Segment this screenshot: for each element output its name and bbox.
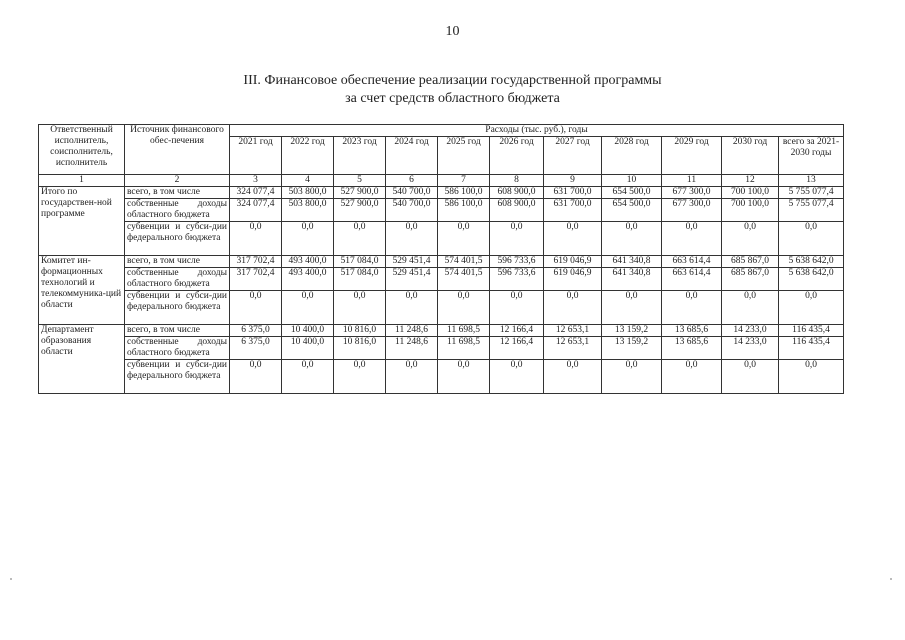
document-title xyxy=(0,72,905,108)
source-cell: собственные доходы областного бюджета xyxy=(125,268,230,291)
source-cell: всего, в том числе xyxy=(125,256,230,268)
value-cell: 5 755 077,4 xyxy=(779,187,844,199)
value-cell: 0,0 xyxy=(282,360,334,394)
value-cell: 685 867,0 xyxy=(722,256,779,268)
table-row xyxy=(39,325,844,337)
value-cell: 0,0 xyxy=(334,360,386,394)
table-row xyxy=(39,291,844,325)
value-cell: 527 900,0 xyxy=(334,187,386,199)
value-cell: 116 435,4 xyxy=(779,325,844,337)
value-cell: 654 500,0 xyxy=(602,199,662,222)
value-cell: 596 733,6 xyxy=(490,256,544,268)
executor-cell: Департамент образования области xyxy=(39,325,125,394)
value-cell: 0,0 xyxy=(779,291,844,325)
source-cell: субвенции и субси-дии федерального бюджета xyxy=(125,222,230,256)
value-cell: 0,0 xyxy=(544,291,602,325)
column-index-7: 7 xyxy=(438,175,490,187)
value-cell: 529 451,4 xyxy=(386,256,438,268)
value-cell: 641 340,8 xyxy=(602,268,662,291)
value-cell: 0,0 xyxy=(722,360,779,394)
value-cell: 12 166,4 xyxy=(490,325,544,337)
value-cell: 685 867,0 xyxy=(722,268,779,291)
executor-cell: Комитет ин-формационных технологий и телекоммуника-ций области xyxy=(39,256,125,325)
value-cell: 0,0 xyxy=(490,222,544,256)
value-cell: 0,0 xyxy=(334,291,386,325)
value-cell: 0,0 xyxy=(544,360,602,394)
value-cell: 6 375,0 xyxy=(230,325,282,337)
value-cell: 13 685,6 xyxy=(662,337,722,360)
value-cell: 0,0 xyxy=(662,222,722,256)
value-cell: 503 800,0 xyxy=(282,187,334,199)
column-index-10: 10 xyxy=(602,175,662,187)
value-cell: 5 638 642,0 xyxy=(779,268,844,291)
value-cell: 529 451,4 xyxy=(386,268,438,291)
column-index-5: 5 xyxy=(334,175,386,187)
value-cell: 540 700,0 xyxy=(386,187,438,199)
value-cell: 317 702,4 xyxy=(230,268,282,291)
header-year-7: 2027 год xyxy=(544,137,602,175)
value-cell: 5 755 077,4 xyxy=(779,199,844,222)
value-cell: 700 100,0 xyxy=(722,199,779,222)
column-index-11: 11 xyxy=(662,175,722,187)
value-cell: 0,0 xyxy=(722,291,779,325)
value-cell: 11 248,6 xyxy=(386,325,438,337)
value-cell: 503 800,0 xyxy=(282,199,334,222)
source-cell: всего, в том числе xyxy=(125,325,230,337)
header-year-4: 2024 год xyxy=(386,137,438,175)
value-cell: 14 233,0 xyxy=(722,325,779,337)
table-row xyxy=(39,360,844,394)
column-index-2: 2 xyxy=(125,175,230,187)
column-index-13: 13 xyxy=(779,175,844,187)
value-cell: 0,0 xyxy=(438,222,490,256)
table-row xyxy=(39,256,844,268)
value-cell: 493 400,0 xyxy=(282,256,334,268)
value-cell: 608 900,0 xyxy=(490,187,544,199)
value-cell: 0,0 xyxy=(334,222,386,256)
value-cell: 11 248,6 xyxy=(386,337,438,360)
column-index-1: 1 xyxy=(39,175,125,187)
financing-table xyxy=(38,124,844,394)
value-cell: 0,0 xyxy=(602,360,662,394)
header-year-2: 2022 год xyxy=(282,137,334,175)
scan-speck xyxy=(890,578,892,580)
value-cell: 12 166,4 xyxy=(490,337,544,360)
value-cell: 10 400,0 xyxy=(282,337,334,360)
value-cell: 663 614,4 xyxy=(662,268,722,291)
value-cell: 700 100,0 xyxy=(722,187,779,199)
table-row xyxy=(39,187,844,199)
value-cell: 0,0 xyxy=(230,291,282,325)
value-cell: 10 400,0 xyxy=(282,325,334,337)
value-cell: 608 900,0 xyxy=(490,199,544,222)
value-cell: 6 375,0 xyxy=(230,337,282,360)
value-cell: 12 653,1 xyxy=(544,325,602,337)
title-line-2: за счет средств областного бюджета xyxy=(345,91,560,106)
value-cell: 677 300,0 xyxy=(662,199,722,222)
value-cell: 540 700,0 xyxy=(386,199,438,222)
value-cell: 631 700,0 xyxy=(544,187,602,199)
column-index-9: 9 xyxy=(544,175,602,187)
table-row xyxy=(39,337,844,360)
value-cell: 0,0 xyxy=(230,222,282,256)
column-index-row xyxy=(39,175,844,187)
value-cell: 324 077,4 xyxy=(230,187,282,199)
value-cell: 13 685,6 xyxy=(662,325,722,337)
value-cell: 0,0 xyxy=(282,222,334,256)
value-cell: 13 159,2 xyxy=(602,325,662,337)
table-row xyxy=(39,199,844,222)
header-year-11: всего за 2021-2030 годы xyxy=(779,137,844,175)
source-cell: собственные доходы областного бюджета xyxy=(125,337,230,360)
column-index-12: 12 xyxy=(722,175,779,187)
value-cell: 0,0 xyxy=(722,222,779,256)
value-cell: 517 084,0 xyxy=(334,256,386,268)
value-cell: 0,0 xyxy=(544,222,602,256)
header-expenses: Расходы (тыс. руб.), годы xyxy=(230,125,844,137)
source-cell: субвенции и субси-дии федерального бюджета xyxy=(125,291,230,325)
value-cell: 0,0 xyxy=(386,360,438,394)
table-body xyxy=(39,125,844,394)
value-cell: 586 100,0 xyxy=(438,187,490,199)
header-executor: Ответственный исполнитель, соисполнитель, исполнитель xyxy=(39,125,125,175)
value-cell: 14 233,0 xyxy=(722,337,779,360)
value-cell: 0,0 xyxy=(490,291,544,325)
value-cell: 0,0 xyxy=(662,291,722,325)
value-cell: 677 300,0 xyxy=(662,187,722,199)
header-year-6: 2026 год xyxy=(490,137,544,175)
header-year-9: 2029 год xyxy=(662,137,722,175)
value-cell: 0,0 xyxy=(779,360,844,394)
value-cell: 12 653,1 xyxy=(544,337,602,360)
value-cell: 631 700,0 xyxy=(544,199,602,222)
value-cell: 574 401,5 xyxy=(438,268,490,291)
value-cell: 619 046,9 xyxy=(544,256,602,268)
header-year-1: 2021 год xyxy=(230,137,282,175)
value-cell: 0,0 xyxy=(662,360,722,394)
value-cell: 0,0 xyxy=(282,291,334,325)
value-cell: 0,0 xyxy=(438,360,490,394)
value-cell: 586 100,0 xyxy=(438,199,490,222)
value-cell: 5 638 642,0 xyxy=(779,256,844,268)
value-cell: 0,0 xyxy=(230,360,282,394)
value-cell: 0,0 xyxy=(602,291,662,325)
column-index-8: 8 xyxy=(490,175,544,187)
value-cell: 10 816,0 xyxy=(334,337,386,360)
value-cell: 0,0 xyxy=(779,222,844,256)
table-row xyxy=(39,268,844,291)
value-cell: 0,0 xyxy=(386,222,438,256)
value-cell: 619 046,9 xyxy=(544,268,602,291)
header-year-3: 2023 год xyxy=(334,137,386,175)
value-cell: 11 698,5 xyxy=(438,325,490,337)
value-cell: 0,0 xyxy=(438,291,490,325)
header-year-10: 2030 год xyxy=(722,137,779,175)
source-cell: собственные доходы областного бюджета xyxy=(125,199,230,222)
value-cell: 317 702,4 xyxy=(230,256,282,268)
executor-cell: Итого по государствен-ной программе xyxy=(39,187,125,256)
column-index-4: 4 xyxy=(282,175,334,187)
value-cell: 527 900,0 xyxy=(334,199,386,222)
value-cell: 116 435,4 xyxy=(779,337,844,360)
column-index-3: 3 xyxy=(230,175,282,187)
value-cell: 574 401,5 xyxy=(438,256,490,268)
value-cell: 0,0 xyxy=(602,222,662,256)
header-row-1 xyxy=(39,125,844,137)
source-cell: субвенции и субси-дии федерального бюджета xyxy=(125,360,230,394)
value-cell: 663 614,4 xyxy=(662,256,722,268)
column-index-6: 6 xyxy=(386,175,438,187)
value-cell: 13 159,2 xyxy=(602,337,662,360)
header-source: Источник финансового обес-печения xyxy=(125,125,230,175)
value-cell: 0,0 xyxy=(490,360,544,394)
value-cell: 517 084,0 xyxy=(334,268,386,291)
value-cell: 324 077,4 xyxy=(230,199,282,222)
page-number: 10 xyxy=(445,24,460,39)
value-cell: 11 698,5 xyxy=(438,337,490,360)
title-line-1: III. Финансовое обеспечение реализации государственной программы xyxy=(243,73,662,88)
value-cell: 493 400,0 xyxy=(282,268,334,291)
scan-speck xyxy=(10,578,12,580)
value-cell: 654 500,0 xyxy=(602,187,662,199)
table-row xyxy=(39,222,844,256)
value-cell: 641 340,8 xyxy=(602,256,662,268)
value-cell: 0,0 xyxy=(386,291,438,325)
header-year-8: 2028 год xyxy=(602,137,662,175)
source-cell: всего, в том числе xyxy=(125,187,230,199)
value-cell: 596 733,6 xyxy=(490,268,544,291)
value-cell: 10 816,0 xyxy=(334,325,386,337)
header-year-5: 2025 год xyxy=(438,137,490,175)
